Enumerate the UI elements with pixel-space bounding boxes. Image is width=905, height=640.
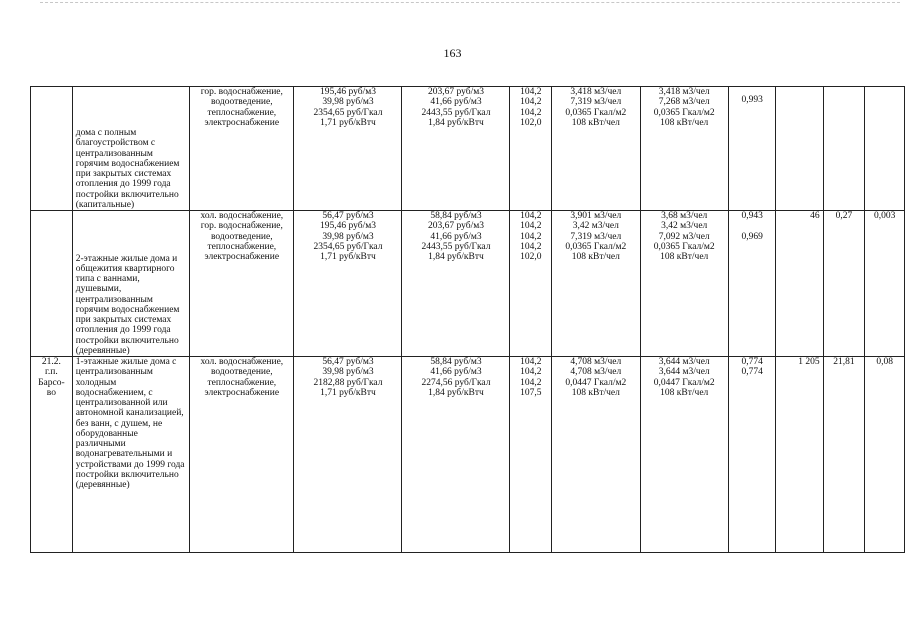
housing-type-cell: дома с полным благоустройством с централизованным горячим водоснабжением при закрытых системах отопления до 1999 года постройки включительно (капитальные) — [72, 87, 189, 211]
row-number-cell — [31, 357, 73, 553]
table-row — [31, 87, 905, 211]
column-10-cell — [776, 87, 823, 211]
column-11-cell: 0,27 — [823, 211, 865, 357]
tariff-table — [30, 86, 905, 553]
housing-type-cell: 2-этажные жилые дома и общежития квартирного типа с ваннами, душевыми, централизованным горячим водоснабжением при закрытых системах отопления до 1999 года постройки включительно (деревянные) — [72, 211, 189, 357]
norm-old-cell: 3,901 м3/чел 3,42 м3/чел 7,319 м3/чел 0,0365 Гкал/м2 108 кВт/чел — [552, 211, 640, 357]
column-10-cell: 46 — [776, 211, 823, 357]
services-cell: хол. водоснабжение, водоотведение, теплоснабжение, электроснабжение — [190, 357, 294, 553]
settlement-name: г.п. Барсо- во — [38, 367, 65, 398]
column-12-cell: 0,08 — [865, 357, 905, 553]
tariff-old-cell: 56,47 руб/м3 39,98 руб/м3 2182,88 руб/Гкал 1,71 руб/кВтч — [294, 357, 402, 553]
norm-new-cell: 3,68 м3/чел 3,42 м3/чел 7,092 м3/чел 0,0365 Гкал/м2 108 кВт/чел — [640, 211, 728, 357]
norm-old-cell: 3,418 м3/чел 7,319 м3/чел 0,0365 Гкал/м2 108 кВт/чел — [552, 87, 640, 211]
table-row — [31, 211, 905, 357]
norm-new-cell: 3,644 м3/чел 3,644 м3/чел 0,0447 Гкал/м2 108 кВт/чел — [640, 357, 728, 553]
row-number-cell — [31, 211, 73, 357]
index-cell: 104,2 104,2 104,2 104,2 102,0 — [510, 211, 552, 357]
column-11-cell: 21,81 — [823, 357, 865, 553]
norm-new-cell: 3,418 м3/чел 7,268 м3/чел 0,0365 Гкал/м2 108 кВт/чел — [640, 87, 728, 211]
services-cell: хол. водоснабжение, гор. водоснабжение, водоотведение, теплоснабжение, электроснабжение — [190, 211, 294, 357]
services-cell: гор. водоснабжение, водоотведение, теплоснабжение, электроснабжение — [190, 87, 294, 211]
row-number-cell — [31, 87, 73, 211]
tariff-new-cell: 58,84 руб/м3 203,67 руб/м3 41,66 руб/м3 2443,55 руб/Гкал 1,84 руб/кВтч — [402, 211, 510, 357]
column-10-cell: 1 205 — [776, 357, 823, 553]
index-cell: 104,2 104,2 104,2 107,5 — [510, 357, 552, 553]
column-11-cell — [823, 87, 865, 211]
tariff-new-cell: 203,67 руб/м3 41,66 руб/м3 2443,55 руб/Гкал 1,84 руб/кВтч — [402, 87, 510, 211]
tariff-old-cell: 195,46 руб/м3 39,98 руб/м3 2354,65 руб/Гкал 1,71 руб/кВтч — [294, 87, 402, 211]
column-12-cell — [865, 87, 905, 211]
index-cell: 104,2 104,2 104,2 102,0 — [510, 87, 552, 211]
column-12-cell: 0,003 — [865, 211, 905, 357]
coefficient-cell: 0,993 — [728, 87, 775, 211]
tariff-new-cell: 58,84 руб/м3 41,66 руб/м3 2274,56 руб/Гкал 1,84 руб/кВтч — [402, 357, 510, 553]
coefficient-cell: 0,774 0,774 — [728, 357, 775, 553]
row-id: 21.2. — [41, 357, 61, 367]
tariff-old-cell: 56,47 руб/м3 195,46 руб/м3 39,98 руб/м3 2354,65 руб/Гкал 1,71 руб/кВтч — [294, 211, 402, 357]
table-row — [31, 357, 905, 553]
coefficient-cell: 0,943 0,969 — [728, 211, 775, 357]
housing-type-cell: 1-этажные жилые дома с централизованным холодным водоснабжением, с централизованной или автономной канализацией, без ванн, с душем, не оборудованные различными водонагревательными и устройствами до 1999 года постройки включительно (деревянные) — [72, 357, 189, 553]
norm-old-cell: 4,708 м3/чел 4,708 м3/чел 0,0447 Гкал/м2 108 кВт/чел — [552, 357, 640, 553]
page-number: 163 — [443, 46, 462, 60]
scan-edge-artifact — [40, 2, 900, 11]
